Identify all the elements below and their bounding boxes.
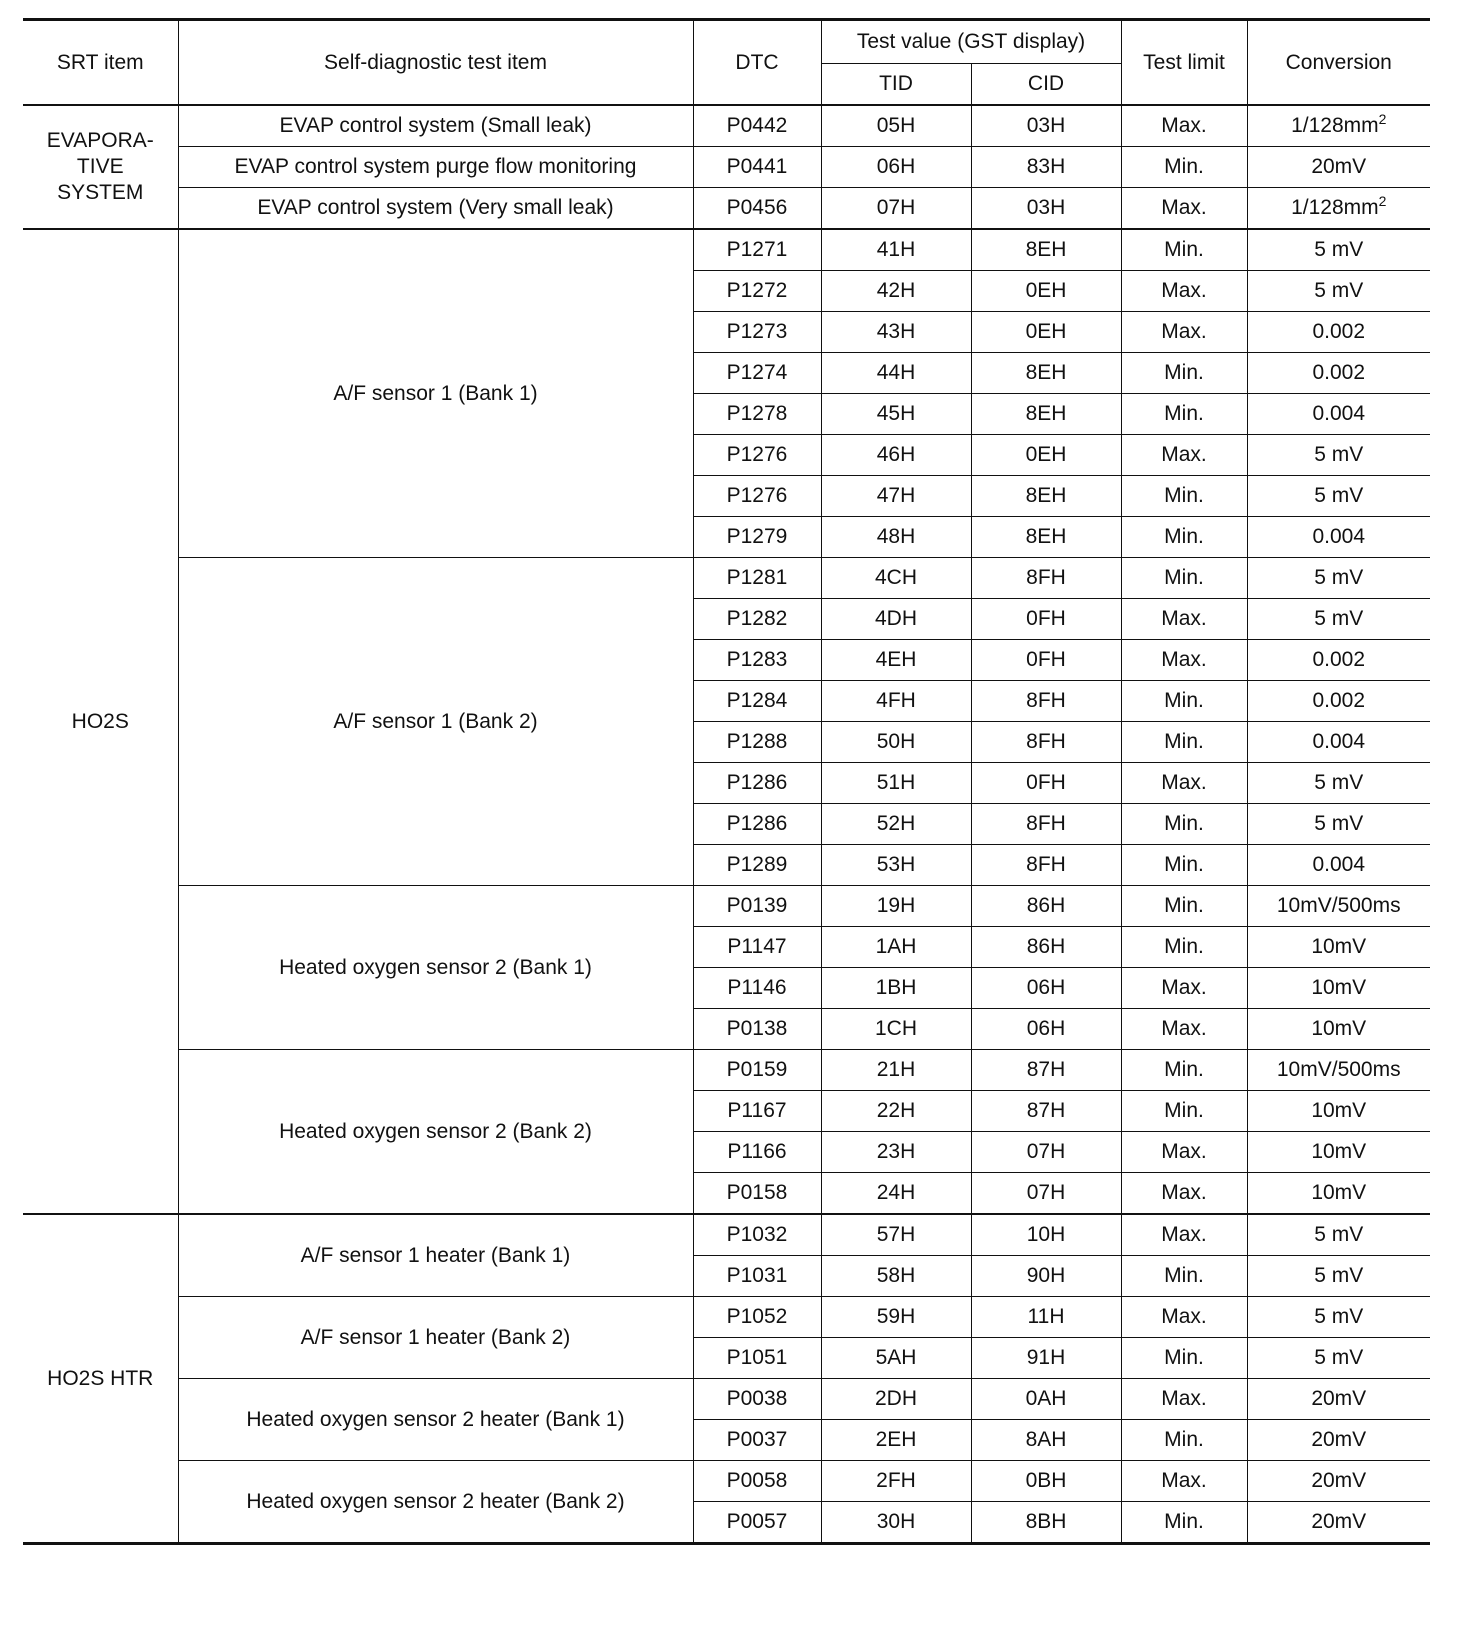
test-limit-cell: Min. xyxy=(1121,1338,1247,1379)
tid-cell: 30H xyxy=(821,1502,971,1544)
dtc-cell: P1032 xyxy=(693,1214,821,1256)
dtc-cell: P1051 xyxy=(693,1338,821,1379)
test-limit-cell: Min. xyxy=(1121,147,1247,188)
table-row xyxy=(23,886,1430,927)
test-limit-cell: Max. xyxy=(1121,105,1247,147)
self-diagnostic-item-cell: A/F sensor 1 heater (Bank 1) xyxy=(178,1214,693,1297)
cid-cell: 03H xyxy=(971,188,1121,230)
conversion-value: 0.004 xyxy=(1312,402,1366,425)
conversion-value: 10mV xyxy=(1311,1181,1367,1204)
test-limit-cell: Max. xyxy=(1121,599,1247,640)
conversion-exponent: 2 xyxy=(1378,193,1387,209)
test-limit-cell: Min. xyxy=(1121,1420,1247,1461)
cid-cell: 0BH xyxy=(971,1461,1121,1502)
conversion-cell xyxy=(1247,1132,1430,1173)
cid-cell: 83H xyxy=(971,147,1121,188)
conversion-value: 0.002 xyxy=(1312,320,1366,343)
cid-cell: 8EH xyxy=(971,229,1121,271)
table-row xyxy=(23,147,1430,188)
conversion-value: 10mV xyxy=(1311,1017,1367,1040)
dtc-cell: P1166 xyxy=(693,1132,821,1173)
tid-cell: 48H xyxy=(821,517,971,558)
header-tid: TID xyxy=(821,64,971,106)
cid-cell: 90H xyxy=(971,1256,1121,1297)
cid-cell: 0EH xyxy=(971,435,1121,476)
test-limit-cell: Min. xyxy=(1121,681,1247,722)
tid-cell: 4EH xyxy=(821,640,971,681)
header-cid: CID xyxy=(971,64,1121,106)
tid-cell: 47H xyxy=(821,476,971,517)
cid-cell: 8FH xyxy=(971,558,1121,599)
srt-item-cell: HO2S HTR xyxy=(23,1214,178,1544)
conversion-cell xyxy=(1247,1297,1430,1338)
conversion-value: 5 mV xyxy=(1314,279,1364,302)
self-diagnostic-item-cell: Heated oxygen sensor 2 heater (Bank 1) xyxy=(178,1379,693,1461)
conversion-value: 5 mV xyxy=(1314,484,1364,507)
cid-cell: 8EH xyxy=(971,476,1121,517)
dtc-cell: P1289 xyxy=(693,845,821,886)
conversion-cell xyxy=(1247,763,1430,804)
tid-cell: 59H xyxy=(821,1297,971,1338)
tid-cell: 52H xyxy=(821,804,971,845)
self-diagnostic-item-cell: Heated oxygen sensor 2 (Bank 1) xyxy=(178,886,693,1050)
conversion-cell xyxy=(1247,927,1430,968)
test-limit-cell: Min. xyxy=(1121,804,1247,845)
cid-cell: 07H xyxy=(971,1132,1121,1173)
tid-cell: 42H xyxy=(821,271,971,312)
test-limit-cell: Max. xyxy=(1121,1132,1247,1173)
dtc-cell: P0442 xyxy=(693,105,821,147)
self-diagnostic-item-cell: A/F sensor 1 (Bank 1) xyxy=(178,229,693,558)
tid-cell: 53H xyxy=(821,845,971,886)
self-diagnostic-item-cell: Heated oxygen sensor 2 (Bank 2) xyxy=(178,1050,693,1215)
dtc-cell: P1278 xyxy=(693,394,821,435)
dtc-cell: P1283 xyxy=(693,640,821,681)
test-limit-cell: Max. xyxy=(1121,1009,1247,1050)
dtc-cell: P1273 xyxy=(693,312,821,353)
conversion-exponent: 2 xyxy=(1378,111,1387,127)
cid-cell: 91H xyxy=(971,1338,1121,1379)
self-diagnostic-item-cell: EVAP control system purge flow monitoring xyxy=(178,147,693,188)
conversion-value: 1/128mm xyxy=(1291,114,1379,137)
conversion-cell xyxy=(1247,558,1430,599)
test-limit-cell: Max. xyxy=(1121,1297,1247,1338)
conversion-cell xyxy=(1247,804,1430,845)
conversion-cell xyxy=(1247,147,1430,188)
conversion-cell xyxy=(1247,271,1430,312)
dtc-cell: P1282 xyxy=(693,599,821,640)
conversion-value: 5 mV xyxy=(1314,607,1364,630)
conversion-value: 10mV xyxy=(1311,1140,1367,1163)
cid-cell: 0EH xyxy=(971,312,1121,353)
cid-cell: 8FH xyxy=(971,845,1121,886)
test-limit-cell: Max. xyxy=(1121,188,1247,230)
dtc-cell: P0441 xyxy=(693,147,821,188)
tid-cell: 24H xyxy=(821,1173,971,1215)
dtc-cell: P1284 xyxy=(693,681,821,722)
dtc-cell: P1276 xyxy=(693,476,821,517)
conversion-cell xyxy=(1247,1420,1430,1461)
cid-cell: 0FH xyxy=(971,640,1121,681)
test-limit-cell: Min. xyxy=(1121,1256,1247,1297)
tid-cell: 23H xyxy=(821,1132,971,1173)
dtc-cell: P1167 xyxy=(693,1091,821,1132)
conversion-cell xyxy=(1247,1050,1430,1091)
test-limit-cell: Min. xyxy=(1121,886,1247,927)
self-diagnostic-item-cell: A/F sensor 1 (Bank 2) xyxy=(178,558,693,886)
srt-group xyxy=(23,1214,1430,1544)
test-limit-cell: Min. xyxy=(1121,1050,1247,1091)
test-limit-cell: Min. xyxy=(1121,1091,1247,1132)
cid-cell: 8FH xyxy=(971,804,1121,845)
test-limit-cell: Max. xyxy=(1121,1379,1247,1420)
tid-cell: 19H xyxy=(821,886,971,927)
dtc-cell: P1286 xyxy=(693,804,821,845)
dtc-cell: P1271 xyxy=(693,229,821,271)
test-limit-cell: Min. xyxy=(1121,558,1247,599)
dtc-cell: P1286 xyxy=(693,763,821,804)
conversion-cell xyxy=(1247,968,1430,1009)
srt-test-table xyxy=(23,18,1430,1545)
conversion-cell xyxy=(1247,312,1430,353)
conversion-value: 1/128mm xyxy=(1291,196,1379,219)
table-header xyxy=(23,20,1430,106)
cid-cell: 07H xyxy=(971,1173,1121,1215)
conversion-cell xyxy=(1247,1338,1430,1379)
header-dtc: DTC xyxy=(693,20,821,106)
conversion-value: 0.004 xyxy=(1312,525,1366,548)
table-row xyxy=(23,558,1430,599)
test-limit-cell: Min. xyxy=(1121,229,1247,271)
test-limit-cell: Min. xyxy=(1121,394,1247,435)
tid-cell: 50H xyxy=(821,722,971,763)
dtc-cell: P1272 xyxy=(693,271,821,312)
tid-cell: 1BH xyxy=(821,968,971,1009)
conversion-value: 0.004 xyxy=(1312,730,1366,753)
header-test-value: Test value (GST display) xyxy=(821,20,1121,64)
conversion-value: 20mV xyxy=(1311,1428,1367,1451)
cid-cell: 8EH xyxy=(971,353,1121,394)
self-diagnostic-item-cell: EVAP control system (Very small leak) xyxy=(178,188,693,230)
self-diagnostic-item-cell: A/F sensor 1 heater (Bank 2) xyxy=(178,1297,693,1379)
dtc-cell: P0057 xyxy=(693,1502,821,1544)
cid-cell: 87H xyxy=(971,1050,1121,1091)
conversion-value: 5 mV xyxy=(1314,1264,1364,1287)
conversion-cell xyxy=(1247,1091,1430,1132)
conversion-cell xyxy=(1247,681,1430,722)
test-limit-cell: Min. xyxy=(1121,517,1247,558)
test-limit-cell: Min. xyxy=(1121,353,1247,394)
cid-cell: 8EH xyxy=(971,394,1121,435)
cid-cell: 86H xyxy=(971,927,1121,968)
test-limit-cell: Min. xyxy=(1121,1502,1247,1544)
cid-cell: 8EH xyxy=(971,517,1121,558)
dtc-cell: P1279 xyxy=(693,517,821,558)
table-row xyxy=(23,1461,1430,1502)
table-row xyxy=(23,229,1430,271)
srt-group xyxy=(23,105,1430,229)
cid-cell: 06H xyxy=(971,1009,1121,1050)
conversion-cell xyxy=(1247,640,1430,681)
conversion-value: 5 mV xyxy=(1314,238,1364,261)
tid-cell: 21H xyxy=(821,1050,971,1091)
conversion-value: 5 mV xyxy=(1314,771,1364,794)
conversion-value: 10mV/500ms xyxy=(1276,894,1401,917)
dtc-cell: P0139 xyxy=(693,886,821,927)
table-row xyxy=(23,188,1430,230)
conversion-cell xyxy=(1247,394,1430,435)
test-limit-cell: Max. xyxy=(1121,271,1247,312)
tid-cell: 4CH xyxy=(821,558,971,599)
test-limit-cell: Min. xyxy=(1121,845,1247,886)
cid-cell: 11H xyxy=(971,1297,1121,1338)
header-test-limit: Test limit xyxy=(1121,20,1247,106)
test-limit-cell: Max. xyxy=(1121,968,1247,1009)
conversion-value: 5 mV xyxy=(1314,1346,1364,1369)
conversion-value: 10mV/500ms xyxy=(1276,1058,1401,1081)
tid-cell: 44H xyxy=(821,353,971,394)
conversion-cell xyxy=(1247,1214,1430,1256)
test-limit-cell: Max. xyxy=(1121,640,1247,681)
table-row xyxy=(23,1050,1430,1091)
cid-cell: 8AH xyxy=(971,1420,1121,1461)
conversion-value: 5 mV xyxy=(1314,443,1364,466)
tid-cell: 07H xyxy=(821,188,971,230)
dtc-cell: P1276 xyxy=(693,435,821,476)
header-conversion: Conversion xyxy=(1247,20,1430,106)
cid-cell: 87H xyxy=(971,1091,1121,1132)
table-row xyxy=(23,1297,1430,1338)
tid-cell: 57H xyxy=(821,1214,971,1256)
test-limit-cell: Min. xyxy=(1121,927,1247,968)
conversion-value: 20mV xyxy=(1311,155,1367,178)
conversion-cell xyxy=(1247,1461,1430,1502)
tid-cell: 41H xyxy=(821,229,971,271)
conversion-value: 10mV xyxy=(1311,935,1367,958)
dtc-cell: P0038 xyxy=(693,1379,821,1420)
dtc-cell: P0058 xyxy=(693,1461,821,1502)
cid-cell: 06H xyxy=(971,968,1121,1009)
conversion-cell xyxy=(1247,476,1430,517)
self-diagnostic-item-cell: EVAP control system (Small leak) xyxy=(178,105,693,147)
conversion-value: 5 mV xyxy=(1314,812,1364,835)
conversion-cell xyxy=(1247,886,1430,927)
conversion-cell xyxy=(1247,845,1430,886)
table-row xyxy=(23,1379,1430,1420)
conversion-cell xyxy=(1247,105,1430,147)
tid-cell: 06H xyxy=(821,147,971,188)
dtc-cell: P0158 xyxy=(693,1173,821,1215)
conversion-cell xyxy=(1247,722,1430,763)
dtc-cell: P0159 xyxy=(693,1050,821,1091)
tid-cell: 2EH xyxy=(821,1420,971,1461)
conversion-value: 0.002 xyxy=(1312,689,1366,712)
test-limit-cell: Max. xyxy=(1121,763,1247,804)
tid-cell: 4FH xyxy=(821,681,971,722)
tid-cell: 45H xyxy=(821,394,971,435)
cid-cell: 0FH xyxy=(971,599,1121,640)
dtc-cell: P1288 xyxy=(693,722,821,763)
cid-cell: 10H xyxy=(971,1214,1121,1256)
tid-cell: 1CH xyxy=(821,1009,971,1050)
dtc-cell: P0138 xyxy=(693,1009,821,1050)
tid-cell: 1AH xyxy=(821,927,971,968)
tid-cell: 46H xyxy=(821,435,971,476)
dtc-cell: P1052 xyxy=(693,1297,821,1338)
test-limit-cell: Min. xyxy=(1121,476,1247,517)
cid-cell: 0AH xyxy=(971,1379,1121,1420)
test-limit-cell: Min. xyxy=(1121,722,1247,763)
test-limit-cell: Max. xyxy=(1121,312,1247,353)
cid-cell: 8FH xyxy=(971,722,1121,763)
conversion-cell xyxy=(1247,353,1430,394)
test-limit-cell: Max. xyxy=(1121,1461,1247,1502)
cid-cell: 0FH xyxy=(971,763,1121,804)
cid-cell: 8FH xyxy=(971,681,1121,722)
conversion-value: 20mV xyxy=(1311,1387,1367,1410)
tid-cell: 05H xyxy=(821,105,971,147)
conversion-value: 10mV xyxy=(1311,1099,1367,1122)
conversion-value: 5 mV xyxy=(1314,1305,1364,1328)
table-row xyxy=(23,105,1430,147)
conversion-cell xyxy=(1247,229,1430,271)
test-limit-cell: Max. xyxy=(1121,1173,1247,1215)
conversion-value: 20mV xyxy=(1311,1469,1367,1492)
srt-item-cell: EVAPORA- TIVE SYSTEM xyxy=(23,105,178,229)
conversion-value: 0.002 xyxy=(1312,361,1366,384)
tid-cell: 22H xyxy=(821,1091,971,1132)
dtc-cell: P1274 xyxy=(693,353,821,394)
conversion-cell xyxy=(1247,1256,1430,1297)
header-self-diagnostic-test-item: Self-diagnostic test item xyxy=(178,20,693,106)
dtc-cell: P0456 xyxy=(693,188,821,230)
table-row xyxy=(23,1214,1430,1256)
conversion-value: 10mV xyxy=(1311,976,1367,999)
tid-cell: 43H xyxy=(821,312,971,353)
header-srt-item: SRT item xyxy=(23,20,178,106)
conversion-cell xyxy=(1247,1173,1430,1215)
conversion-cell xyxy=(1247,517,1430,558)
cid-cell: 03H xyxy=(971,105,1121,147)
conversion-value: 5 mV xyxy=(1314,566,1364,589)
cid-cell: 86H xyxy=(971,886,1121,927)
dtc-cell: P1281 xyxy=(693,558,821,599)
conversion-cell xyxy=(1247,188,1430,230)
conversion-cell xyxy=(1247,1502,1430,1544)
tid-cell: 4DH xyxy=(821,599,971,640)
conversion-value: 0.002 xyxy=(1312,648,1366,671)
self-diagnostic-item-cell: Heated oxygen sensor 2 heater (Bank 2) xyxy=(178,1461,693,1544)
test-limit-cell: Max. xyxy=(1121,1214,1247,1256)
conversion-cell xyxy=(1247,599,1430,640)
tid-cell: 58H xyxy=(821,1256,971,1297)
dtc-cell: P1146 xyxy=(693,968,821,1009)
tid-cell: 2FH xyxy=(821,1461,971,1502)
dtc-cell: P1147 xyxy=(693,927,821,968)
tid-cell: 2DH xyxy=(821,1379,971,1420)
dtc-cell: P1031 xyxy=(693,1256,821,1297)
conversion-cell xyxy=(1247,1379,1430,1420)
cid-cell: 0EH xyxy=(971,271,1121,312)
cid-cell: 8BH xyxy=(971,1502,1121,1544)
dtc-cell: P0037 xyxy=(693,1420,821,1461)
conversion-value: 20mV xyxy=(1311,1510,1367,1533)
conversion-value: 0.004 xyxy=(1312,853,1366,876)
conversion-cell xyxy=(1247,1009,1430,1050)
tid-cell: 5AH xyxy=(821,1338,971,1379)
srt-item-cell: HO2S xyxy=(23,229,178,1214)
srt-group xyxy=(23,229,1430,1214)
conversion-cell xyxy=(1247,435,1430,476)
tid-cell: 51H xyxy=(821,763,971,804)
conversion-value: 5 mV xyxy=(1314,1223,1364,1246)
test-limit-cell: Max. xyxy=(1121,435,1247,476)
